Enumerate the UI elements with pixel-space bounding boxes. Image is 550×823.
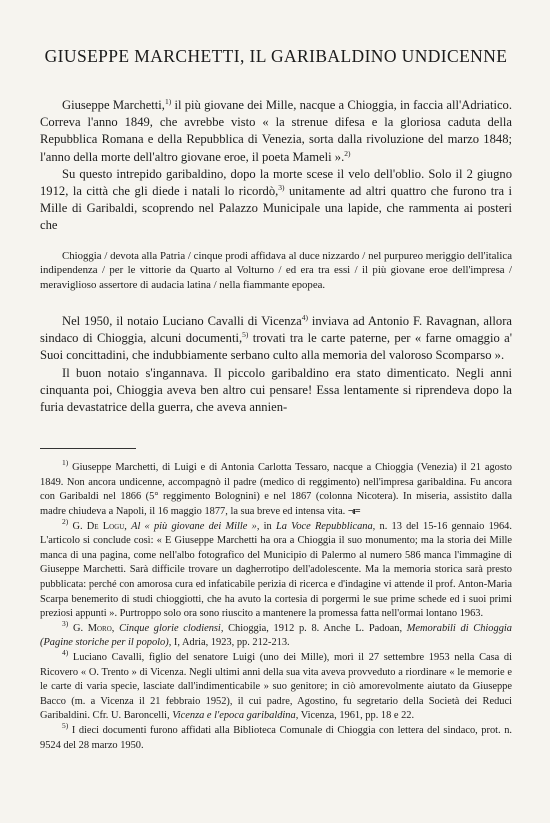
paragraph-3: Nel 1950, il notaio Luciano Cavalli di Vicenza$^{4)}$ inviava ad Antonio F. Ravagnan, allora sindaco di Chioggia, alcuni documenti,$^{5)}$ trovati tra le carte paterne, per « farne omaggio a' Suoi concittadini, che indubbiamente serbano culto alla memoria del valoroso Scomparso ». — [40, 313, 513, 363]
footnote-1: $^{1)}$ Giuseppe Marchetti, di Luigi e di Antonia Carlotta Tessaro, nacque a Chioggia (Venezia) il 21 agosto 1849. Non ancora undicenne, accompagnò il padre (medico di reggimento) nell'impresa garibaldina. Fu ancora con Garibaldi nel 1866 (5° reggimento Bolognini) e nel 1867 (colonna Nicotera). In miseria, assistito dalla madre chiudeva a Napoli, il 16 maggio 1877, la sua breve ed intensa vita. ¬ı= — [40, 458, 512, 518]
footnote-2: $^{2)}$ G. De Logu, Al « più giovane dei Mille », in La Voce Repubblicana, n. 13 del 15-16 gennaio 1964. L'articolo si conclude così: « E Giuseppe Marchetti ha ora a Chioggia il suo monumento; ma la storia dei Mille manca di una pagina, come nell'albo fotografico del Municipio di Palermo al numero 586 manca l'immagine di Giuseppe Marchetti. Sarà difficile trovare un dagherrotipo dell'adolescente. Ma la memoria storica sarà presto pubblicata: perché con amorosa cura ed infaticabile perizia di ricerca e d'indagine vi attende il prof. Anton-Maria Scarpa benemerito di studi chioggiotti, che ha avuto la cortesia di porgermi le sue prime schede ed i suoi primi preziosi appunti ». Purtroppo solo ora sono riuscito a mantenere la promessa fatta nell'ormai lontano 1963. — [40, 516, 512, 620]
footnotes — [40, 458, 512, 753]
footnote-ref-3[interactable]: 3) — [278, 183, 285, 193]
article-body — [40, 97, 512, 235]
footnote-divider — [40, 448, 136, 449]
paragraph-2: Su questo intrepido garibaldino, dopo la morte scese il velo dell'oblio. Solo il 2 giugno 1912, la città che gli diede i natali lo ricordò,$^{3)}$ unitamente ad altri quattro che furono tra i Mille di Garibaldi, scoprendo nel Palazzo Municipale una lapide, che rammenta ai posteri che — [40, 166, 513, 233]
footnote-4: $^{4)}$ Luciano Cavalli, figlio del senatore Luigi (uno dei Mille), morì il 27 settembre 1953 nella Casa di Ricovero « O. Trento » di Vicenza. Negli ultimi anni della sua vita aveva provveduto a riordinare « le memorie e le carte di varia specie, lasciate dall'indimenticabile » suo genitore; in ciò amorevolmente aiutato da Giuseppe Bacco (m. a Vicenza il 21 febbraio 1952), il cui padre, Agostino, fu segretario della Società dei Reduci Garibaldini. Cfr. U. Baroncelli, Vicenza e l'epoca garibaldina, Vicenza, 1961, pp. 18 e 22. — [40, 647, 512, 722]
article-body-continued — [40, 313, 512, 416]
article-title: GIUSEPPE MARCHETTI, IL GARIBALDINO UNDICENNE — [44, 46, 508, 66]
plaque-inscription: Chioggia / devota alla Patria / cinque prodi affidava al duce nizzardo / nel purpureo meriggio dell'italica indipendenza / per le vittorie da Quarto al Volturno / ed era tra essi / il più giovane eroe dell'impresa / meraviglioso assertore di audacia latina / nella fiammante epopea. — [40, 249, 512, 292]
footnote-3: $^{3)}$ G. Moro, Cinque glorie clodiensi, Chioggia, 1912 p. 8. Anche L. Padoan, Memorabili di Chioggia (Pagine storiche per il popolo), I, Adria, 1923, pp. 212-213. — [40, 618, 512, 649]
footnote-ref-4[interactable]: 4) — [301, 313, 308, 323]
footnote-ref-2[interactable]: 2) — [344, 148, 351, 158]
footnote-ref-1[interactable]: 1) — [164, 97, 172, 106]
footnote-ref-5[interactable]: 5) — [242, 330, 249, 340]
paragraph-1: Giuseppe Marchetti,$^{1)}$ il più giovane dei Mille, nacque a Chioggia, in faccia all'Adriatico. Correva l'anno 1849, che avrebbe visto « la strenue difesa e la gloriosa caduta della Repubblica Romana e della Repubblica di Venezia, sorta dalla rivoluzione del marzo 1848; l'anno della morte dell'altro giovane eroe, il poeta Mameli ».$^{2)}$ — [40, 97, 512, 164]
printer-mark: ¬ı= — [347, 506, 360, 518]
footnote-5: $^{5)}$ I dieci documenti furono affidati alla Biblioteca Comunale di Chioggia con lettera del sindaco, prot. n. 9524 del 28 marzo 1950. — [40, 720, 512, 751]
paragraph-4: Il buon notaio s'ingannava. Il piccolo garibaldino era stato dimenticato. Negli anni cinquanta poi, Chioggia aveva ben altro cui pensare! Essa lentamente si riprendeva dopo la furia devastatrice della guerra, che aveva annien- — [40, 365, 512, 415]
